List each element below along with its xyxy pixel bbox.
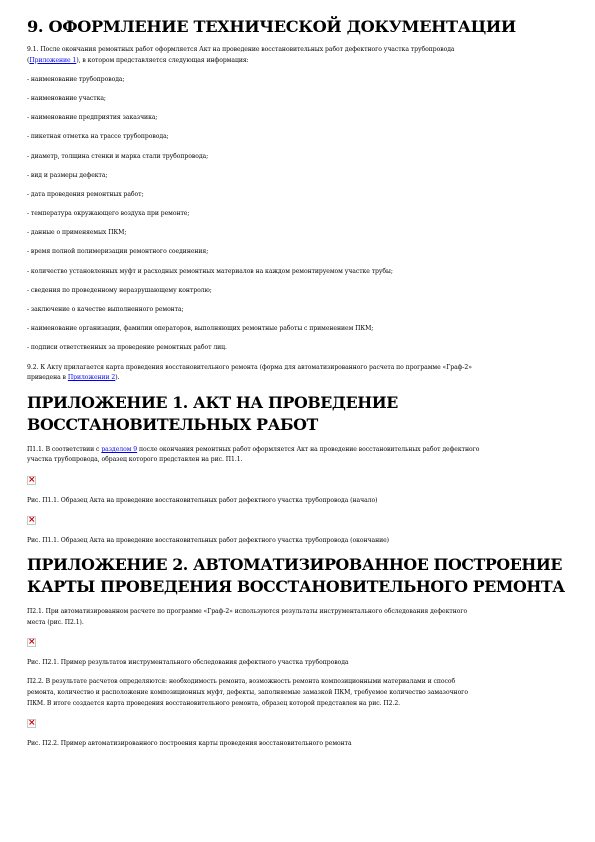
appendix-1-paragraph-line2: участка трубопровода, образец которого представлен на рис. П1.1.: [27, 456, 243, 464]
appendix-2-paragraph-2-line2: ремонта, количество и расположение композиционных муфт, дефекты, заполняемые замазкой ПКМ, требуемое количество замазочного: [27, 688, 468, 696]
list-item: - температура окружающего воздуха при ремонте;: [27, 210, 190, 218]
info-list: [27, 75, 568, 363]
link-appendix-1[interactable]: Приложение 1: [29, 56, 77, 64]
appendix-2-paragraph-2-line3: ПКМ. В итоге создается карта проведения восстановительного ремонта, образец которой представлен на рис. П2.2.: [27, 699, 401, 707]
paragraph-9-1-line2: (Приложение 1), в котором представляется следующая информация:: [27, 56, 249, 64]
paragraph-9-2-line2: приведена в Приложении 2).: [27, 374, 120, 382]
appendix-1-paragraph-line1: П1.1. В соответствии с разделом 9 после окончания ремонтных работ оформляется Акт на проведение восстановительных работ дефектного: [27, 445, 480, 453]
list-item: - время полной полимеризации ремонтного соединения;: [27, 248, 209, 256]
broken-image-icon: [27, 719, 36, 728]
list-item: - данные о применяемых ПКМ;: [27, 229, 127, 237]
list-item: - количество установленных муфт и расходных ремонтных материалов на каждом ремонтируемом участке трубы;: [27, 267, 393, 275]
paragraph-9-1-line1: 9.1. После окончания ремонтных работ оформляется Акт на проведение восстановительных работ дефектного участка трубопровода: [27, 46, 455, 53]
link-section-9[interactable]: разделом 9: [101, 445, 138, 453]
appendix-2-paragraph-1-line2: места (рис. П2.1).: [27, 618, 84, 626]
appendix-2-paragraph-1-line1: П2.1. При автоматизированном расчете по программе «Граф-2» используются результаты инструментального обследования дефектного: [27, 608, 468, 616]
figure-p1-1-end: [27, 516, 568, 530]
appendix-2-title: ПРИЛОЖЕНИЕ 2. АВТОМАТИЗИРОВАННОЕ ПОСТРОЕНИЕ КАРТЫ ПРОВЕДЕНИЯ ВОССТАНОВИТЕЛЬНОГО РЕМОНТА: [27, 555, 565, 597]
list-item: - наименование трубопровода;: [27, 75, 125, 83]
list-item: - заключение о качестве выполненного ремонта;: [27, 306, 184, 314]
figure-p1-1-end-caption: Рис. П1.1. Образец Акта на проведение восстановительных работ дефектного участка трубопровода (окончание): [27, 536, 389, 544]
broken-image-icon: [27, 476, 36, 485]
figure-p2-1-caption: Рис. П2.1. Пример результатов инструментального обследования дефектного участка трубопровода: [27, 659, 349, 667]
list-item: - наименование предприятия заказчика;: [27, 114, 158, 122]
appendix-2-paragraph-2-line1: П2.2. В результате расчетов определяются: необходимость ремонта, возможность ремонта композиционными материалами и способ: [27, 678, 456, 686]
figure-p1-1-start: [27, 476, 568, 490]
broken-image-icon: [27, 516, 36, 525]
list-item: - сведения по проведенному неразрушающему контролю;: [27, 286, 212, 294]
list-item: - наименование организации, фамилии операторов, выполняющих ремонтные работы с применением ПКМ;: [27, 325, 374, 333]
list-item: - вид и размеры дефекта;: [27, 171, 108, 179]
list-item: - наименование участка;: [27, 94, 106, 102]
section-9-title: 9. ОФОРМЛЕНИЕ ТЕХНИЧЕСКОЙ ДОКУМЕНТАЦИИ: [27, 17, 516, 36]
list-item: - подписи ответственных за проведение ремонтных работ лиц.: [27, 344, 227, 352]
broken-image-icon: [27, 638, 36, 647]
figure-p2-1: [27, 638, 568, 652]
paragraph-9-2-line1: 9.2. К Акту прилагается карта проведения восстановительного ремонта (форма для автоматизированного расчета по программе «Граф-2»: [27, 363, 472, 371]
list-item: - пикетная отметка на трассе трубопровода;: [27, 133, 169, 141]
list-item: - диаметр, толщина стенки и марка стали трубопровода;: [27, 152, 209, 160]
list-item: - дата проведения ремонтных работ;: [27, 190, 144, 198]
figure-p1-1-start-caption: Рис. П1.1. Образец Акта на проведение восстановительных работ дефектного участка трубопровода (начало): [27, 496, 378, 504]
figure-p2-2-caption: Рис. П2.2. Пример автоматизированного построения карты проведения восстановительного ремонта: [27, 739, 352, 747]
appendix-1-title: ПРИЛОЖЕНИЕ 1. АКТ НА ПРОВЕДЕНИЕ ВОССТАНОВИТЕЛЬНЫХ РАБОТ: [27, 392, 398, 434]
figure-p2-2: [27, 719, 568, 733]
link-appendix-2[interactable]: Приложении 2: [67, 374, 116, 382]
